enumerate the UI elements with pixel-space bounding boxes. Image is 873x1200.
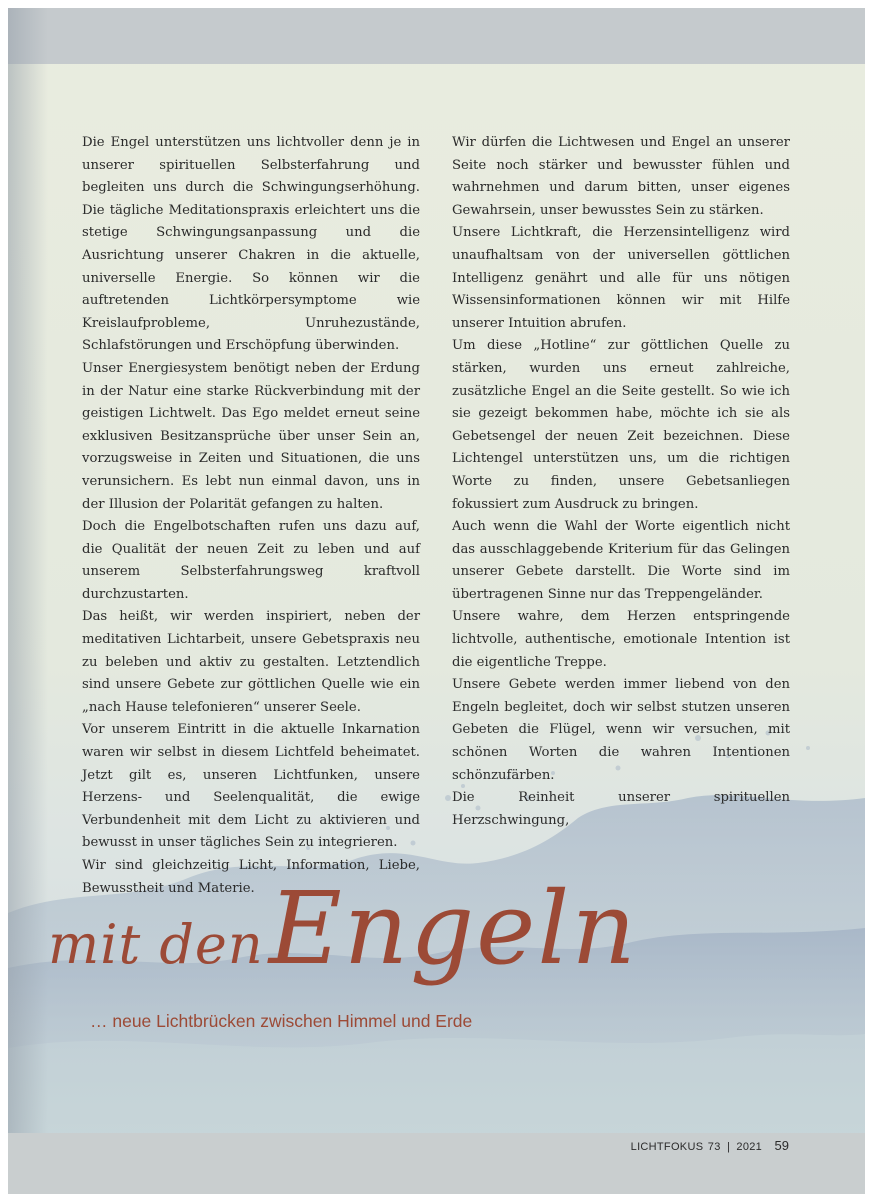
paragraph: Wir sind gleichzeitig Licht, Information, Liebe, Bewusstheit und Materie. (82, 858, 420, 896)
paragraph: Unser Energiesystem benötigt neben der Erdung in der Natur eine starke Rückverbindung mit der geistigen Lichtwelt. Das Ego meldet erneut seine exklusiven Besitzansprüche über unser Sein an, vorzugsweise in Zeiten und Situationen, die uns verunsichern. Es lebt nun einmal davon, uns in der Illusion der Polarität gefangen zu halten. (82, 360, 420, 512)
magazine-page (8, 8, 865, 1194)
paragraph: Unsere Lichtkraft, die Herzensintelligenz wird unaufhaltsam von der universellen göttlichen Intelligenz genährt und alle für uns nötigen Wissensinformationen können wir mit Hilfe unserer Intuition abrufen. (452, 225, 790, 331)
subheadline: … neue Lichtbrücken zwischen Himmel und Erde (90, 1011, 473, 1031)
paragraph: Auch wenn die Wahl der Worte eigentlich nicht das ausschlaggebende Kriterium für das Gelingen unserer Gebete darstellt. Die Worte sind im übertragenen Sinne nur das Treppengeländer. (452, 519, 790, 602)
right-text-column (452, 132, 790, 832)
issue-separator: | (727, 1141, 730, 1153)
paragraph: Doch die Engelbotschaften rufen uns dazu auf, die Qualität der neuen Zeit zu leben und auf unserem Selbsterfahrungsweg kraftvoll durchzustarten. (82, 519, 420, 602)
paragraph: Die Reinheit unserer spirituellen Herzschwingung, (452, 790, 790, 828)
paragraph: Unsere wahre, dem Herzen entspringende lichtvolle, authentische, emotionale Intention ist die eigentliche Treppe. (452, 609, 790, 670)
left-text-column (82, 132, 420, 900)
paragraph: Um diese „Hotline“ zur göttlichen Quelle zu stärken, wurden uns erneut zahlreiche, zusätzliche Engel an die Seite gestellt. So wie ich sie gezeigt bekommen habe, möchte ich sie als Gebetsengel der neuen Zeit bezeichnen. Diese Lichtengel unterstützen uns, um die richtigen Worte zu finden, unsere Gebetsanliegen fokussiert zum Ausdruck zu bringen. (452, 338, 790, 512)
headline-part-2: Engeln (268, 870, 638, 987)
binding-shadow (8, 8, 48, 1194)
paragraph: Wir dürfen die Lichtwesen und Engel an unserer Seite noch stärker und bewusster fühlen und wahrnehmen und darum bitten, unser eigenes Gewahrsein, unser bewusstes Sein zu stärken. (452, 135, 790, 218)
headline (48, 870, 638, 987)
paragraph: Die Engel unterstützen uns lichtvoller denn je in unserer spirituellen Selbsterfahrung und begleiten uns durch die Schwingungserhöhung. Die tägliche Meditationspraxis erleichtert uns die stetige Schwingungsanpassung und die Ausrichtung unserer Chakren in die aktuelle, universelle Energie. So können wir die auftretenden Lichtkörpersymptome wie Kreislaufprobleme, Unruhezustände, Schlafstörungen und Erschöpfung überwinden. (82, 135, 420, 354)
page-footer (631, 1137, 789, 1155)
magazine-name: LICHTFOKUS (630, 1141, 704, 1153)
page-number: 59 (774, 1138, 789, 1153)
headline-part-1: mit den (48, 913, 264, 976)
issue-year: 2021 (736, 1141, 763, 1153)
issue-number: 73 (707, 1141, 721, 1153)
paragraph: Vor unserem Eintritt in die aktuelle Inkarnation waren wir selbst in diesem Lichtfeld beheimatet. Jetzt gilt es, unseren Lichtfunken, unsere Herzens- und Seelenqualität, die ewige Verbundenheit mit dem Licht zu aktivieren und bewusst in unser tägliches Sein zu integrieren. (82, 722, 420, 851)
paragraph: Unsere Gebete werden immer liebend von den Engeln begleitet, doch wir selbst stutzen unseren Gebeten die Flügel, wenn wir versuchen, mit schönen Worten die wahren Intentionen schönzufärben. (452, 677, 790, 783)
paragraph: Das heißt, wir werden inspiriert, neben der meditativen Lichtarbeit, unsere Gebetspraxis neu zu beleben und aktiv zu gestalten. Letztendlich sind unsere Gebete zur göttlichen Quelle wie ein „nach Hause telefonieren“ unserer Seele. (82, 609, 420, 715)
